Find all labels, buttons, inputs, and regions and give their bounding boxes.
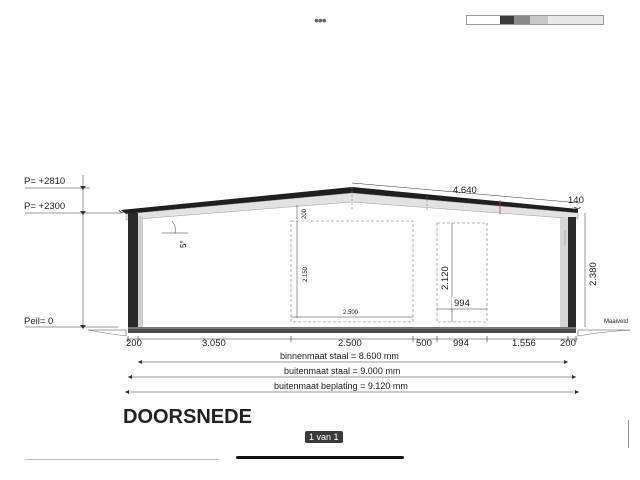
roof-span-label: 4.640 <box>453 185 477 196</box>
more-options-icon[interactable]: ••• <box>314 12 326 28</box>
divider <box>25 459 219 460</box>
dim-bay-1: 3.050 <box>202 338 226 349</box>
home-indicator[interactable] <box>236 456 404 459</box>
drawing-title: DOORSNEDE <box>123 406 252 428</box>
eave-height-label: 200 <box>302 208 308 219</box>
inner-steel-dim: binnenmaat staal = 8.600 mm <box>280 351 399 361</box>
level-peil: Peil= 0 <box>24 316 54 327</box>
roof-slope-label: 5° <box>179 240 188 248</box>
level-p2810: P= +2810 <box>24 176 66 187</box>
page-edge <box>628 420 629 448</box>
right-wall <box>568 217 576 327</box>
opening-height-label: 2.150 <box>303 266 309 282</box>
page-indicator: 1 van 1 <box>305 431 343 443</box>
dim-pier: 500 <box>416 338 432 349</box>
dim-wall-right: 200 <box>560 338 576 349</box>
door-height-label: 2.120 <box>440 266 451 290</box>
wall-height-label: 2.380 <box>588 262 599 286</box>
ground-label: Maaiveld <box>604 319 629 325</box>
overhead-door-opening <box>291 221 413 322</box>
opening-width-label: 2.500 <box>343 310 359 316</box>
left-wall <box>128 213 138 327</box>
outer-steel-dim: buitenmaat staal = 9.000 mm <box>284 366 401 376</box>
level-p2300: P= +2300 <box>24 201 66 212</box>
door-width-label: 994 <box>454 298 470 309</box>
dim-wall-left: 200 <box>126 338 142 349</box>
dim-bay-2: 1.556 <box>512 338 536 349</box>
dim-opening: 2.500 <box>338 338 362 349</box>
roof-overhang-label: 140 <box>568 195 584 206</box>
outer-cladding-dim: buitenmaat beplating = 9.120 mm <box>274 381 408 391</box>
dim-door: 994 <box>453 338 469 349</box>
